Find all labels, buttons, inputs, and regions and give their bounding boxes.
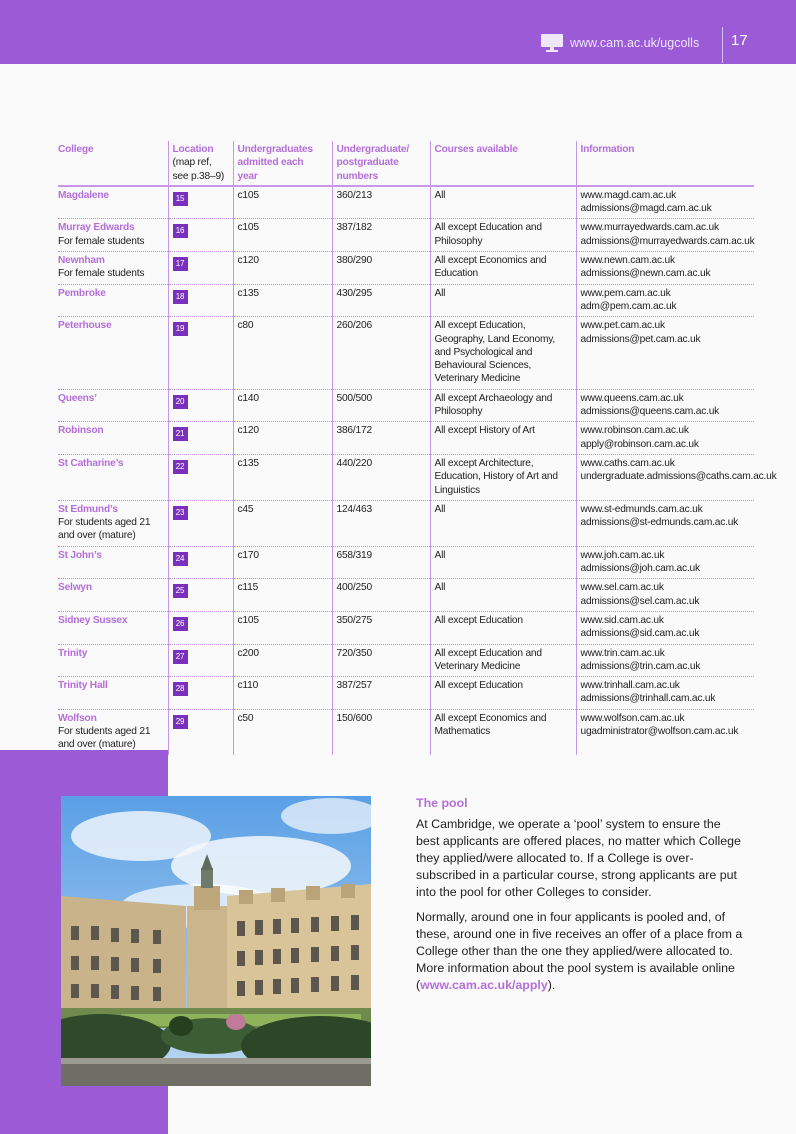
col-header-information: Information xyxy=(576,141,754,186)
information-cell xyxy=(576,709,754,754)
location-cell xyxy=(168,709,233,754)
admitted-cell: c200 xyxy=(233,644,332,677)
courses-cell: All except Education xyxy=(430,611,576,644)
admitted-cell: c110 xyxy=(233,677,332,710)
courses-cell: All xyxy=(430,579,576,612)
map-ref-badge: 20 xyxy=(173,395,188,409)
college-name: Pembroke xyxy=(58,287,106,299)
college-name: Murray Edwards xyxy=(58,222,135,234)
admitted-cell: c80 xyxy=(233,317,332,389)
information-cell xyxy=(576,546,754,579)
information-cell xyxy=(576,611,754,644)
college-email-link[interactable]: admissions@newn.cam.ac.uk xyxy=(580,268,711,280)
college-email-link[interactable]: admissions@joh.cam.ac.uk xyxy=(580,563,700,575)
college-name: Selwyn xyxy=(58,582,92,594)
college-name: Sidney Sussex xyxy=(58,614,128,626)
map-ref-badge: 19 xyxy=(173,322,188,336)
numbers-cell: 150/600 xyxy=(332,709,430,754)
college-cell xyxy=(58,422,168,455)
col-header-ug-admitted: Undergraduates admitted each year xyxy=(233,141,332,186)
map-ref-badge: 28 xyxy=(173,682,188,696)
location-cell xyxy=(168,186,233,219)
college-email-link[interactable]: admissions@magd.cam.ac.uk xyxy=(580,203,712,215)
page-number: 17 xyxy=(731,32,748,49)
location-cell xyxy=(168,611,233,644)
map-ref-badge: 24 xyxy=(173,552,188,566)
table-row xyxy=(58,611,754,644)
college-note: For students aged 21 and over (mature) xyxy=(58,517,151,542)
college-cell xyxy=(58,252,168,285)
table-row xyxy=(58,454,754,500)
table-row xyxy=(58,579,754,612)
college-name: Queens’ xyxy=(58,392,97,404)
numbers-cell: 387/257 xyxy=(332,677,430,710)
courses-cell: All xyxy=(430,284,576,317)
map-ref-badge: 18 xyxy=(173,290,188,304)
admitted-cell: c115 xyxy=(233,579,332,612)
information-cell xyxy=(576,644,754,677)
college-cell xyxy=(58,219,168,252)
college-name: Trinity xyxy=(58,647,88,659)
map-ref-badge: 16 xyxy=(173,224,188,238)
college-email-link[interactable]: admissions@sel.cam.ac.uk xyxy=(580,595,700,607)
courses-cell: All except Education and Veterinary Medicine xyxy=(430,644,576,677)
information-cell xyxy=(576,284,754,317)
college-cell xyxy=(58,644,168,677)
location-cell xyxy=(168,317,233,389)
table-row xyxy=(58,644,754,677)
colleges-table xyxy=(58,141,777,755)
college-name: Peterhouse xyxy=(58,320,112,332)
college-email-link[interactable]: admissions@sid.cam.ac.uk xyxy=(580,628,700,640)
col-header-college: College xyxy=(58,141,168,186)
pool-section xyxy=(416,795,746,1002)
college-website-link[interactable]: www.joh.cam.ac.uk xyxy=(580,549,665,561)
college-note: For female students xyxy=(58,268,145,280)
college-cell xyxy=(58,709,168,754)
college-email-link[interactable]: admissions@queens.cam.ac.uk xyxy=(580,406,720,418)
location-cell xyxy=(168,252,233,285)
numbers-cell: 440/220 xyxy=(332,454,430,500)
table-row xyxy=(58,709,754,754)
courses-cell: All except Economics and Education xyxy=(430,252,576,285)
numbers-cell: 380/290 xyxy=(332,252,430,285)
numbers-cell: 350/275 xyxy=(332,611,430,644)
information-cell xyxy=(576,454,777,500)
college-name: Magdalene xyxy=(58,189,109,201)
table-row xyxy=(58,317,754,389)
college-website-link[interactable]: www.caths.cam.ac.uk xyxy=(580,457,675,469)
numbers-cell: 430/295 xyxy=(332,284,430,317)
location-cell xyxy=(168,219,233,252)
numbers-cell: 260/206 xyxy=(332,317,430,389)
courses-cell: All xyxy=(430,546,576,579)
admitted-cell: c50 xyxy=(233,709,332,754)
courses-cell: All except Education and Philosophy xyxy=(430,219,576,252)
numbers-cell: 658/319 xyxy=(332,546,430,579)
header-url[interactable] xyxy=(541,34,699,52)
college-email-link[interactable]: ugadministrator@wolfson.cam.ac.uk xyxy=(580,725,739,737)
pool-paragraph-2: Normally, around one in four applicants is pooled and, of these, around one in five receives an offer of a place from a College other than the one they applied/were allocated to. More information about the pool system is available online (www.cam.ac.uk/apply). xyxy=(416,910,743,992)
college-name: Newnham xyxy=(58,255,105,267)
college-website-link[interactable]: www.pem.cam.ac.uk xyxy=(580,287,671,299)
table-row xyxy=(58,500,754,546)
courses-cell: All except Architecture, Education, History of Art and Linguistics xyxy=(430,454,576,500)
college-cell xyxy=(58,546,168,579)
admitted-cell: c170 xyxy=(233,546,332,579)
college-website-link[interactable]: www.trinhall.cam.ac.uk xyxy=(580,680,680,692)
location-cell xyxy=(168,677,233,710)
admitted-cell: c105 xyxy=(233,219,332,252)
courses-cell: All except Education, Geography, Land Economy, and Psychological and Behavioural Sciences, Veterinary Medicine xyxy=(430,317,576,389)
numbers-cell: 124/463 xyxy=(332,500,430,546)
college-website-link[interactable]: www.newn.cam.ac.uk xyxy=(580,255,675,267)
computer-monitor-icon xyxy=(541,34,563,52)
courses-cell: All except History of Art xyxy=(430,422,576,455)
map-ref-badge: 22 xyxy=(173,460,188,474)
location-cell xyxy=(168,644,233,677)
location-cell xyxy=(168,579,233,612)
location-cell xyxy=(168,500,233,546)
college-cell xyxy=(58,677,168,710)
college-cell xyxy=(58,284,168,317)
college-cell xyxy=(58,317,168,389)
numbers-cell: 360/213 xyxy=(332,186,430,219)
information-cell xyxy=(576,422,754,455)
admitted-cell: c140 xyxy=(233,389,332,422)
numbers-cell: 500/500 xyxy=(332,389,430,422)
college-website-link[interactable]: www.robinson.cam.ac.uk xyxy=(580,425,689,437)
information-cell xyxy=(576,677,754,710)
map-ref-badge: 29 xyxy=(173,715,188,729)
location-cell xyxy=(168,389,233,422)
admitted-cell: c135 xyxy=(233,284,332,317)
table-row xyxy=(58,677,754,710)
courses-cell: All xyxy=(430,186,576,219)
college-cell xyxy=(58,389,168,422)
college-name: Wolfson xyxy=(58,712,97,724)
college-name: Trinity Hall xyxy=(58,680,108,692)
courses-cell: All except Education xyxy=(430,677,576,710)
map-ref-badge: 27 xyxy=(173,650,188,664)
admitted-cell: c120 xyxy=(233,422,332,455)
college-website-link[interactable]: www.sel.cam.ac.uk xyxy=(580,582,664,594)
college-website-link[interactable]: www.murrayedwards.cam.ac.uk xyxy=(580,222,719,234)
college-name: St Catharine’s xyxy=(58,457,124,469)
admitted-cell: c105 xyxy=(233,186,332,219)
college-email-link[interactable]: admissions@pet.cam.ac.uk xyxy=(580,333,701,345)
numbers-cell: 720/350 xyxy=(332,644,430,677)
college-name: St Edmund’s xyxy=(58,503,118,515)
map-ref-badge: 26 xyxy=(173,617,188,631)
location-cell xyxy=(168,284,233,317)
location-cell xyxy=(168,546,233,579)
map-ref-badge: 25 xyxy=(173,584,188,598)
col-header-courses: Courses available xyxy=(430,141,576,186)
admitted-cell: c45 xyxy=(233,500,332,546)
map-ref-badge: 15 xyxy=(173,192,188,206)
map-ref-badge: 21 xyxy=(173,427,188,441)
information-cell xyxy=(576,252,754,285)
information-cell xyxy=(576,317,754,389)
location-cell xyxy=(168,422,233,455)
college-cell xyxy=(58,454,168,500)
college-email-link[interactable]: admissions@st-edmunds.cam.ac.uk xyxy=(580,517,739,529)
col-header-location: Location (map ref, see p.38–9) xyxy=(168,141,233,186)
college-website-link[interactable]: www.st-edmunds.cam.ac.uk xyxy=(580,503,703,515)
table-row xyxy=(58,389,754,422)
college-cell xyxy=(58,579,168,612)
college-email-link[interactable]: adm@pem.cam.ac.uk xyxy=(580,300,677,312)
information-cell xyxy=(576,186,754,219)
courses-cell: All except Economics and Mathematics xyxy=(430,709,576,754)
map-ref-badge: 17 xyxy=(173,257,188,271)
college-email-link[interactable]: admissions@trinhall.cam.ac.uk xyxy=(580,693,716,705)
admitted-cell: c105 xyxy=(233,611,332,644)
numbers-cell: 387/182 xyxy=(332,219,430,252)
numbers-cell: 400/250 xyxy=(332,579,430,612)
col-header-numbers: Undergraduate/ postgraduate numbers xyxy=(332,141,430,186)
numbers-cell: 386/172 xyxy=(332,422,430,455)
courses-cell: All except Archaeology and Philosophy xyxy=(430,389,576,422)
college-cell xyxy=(58,611,168,644)
college-email-link[interactable]: apply@robinson.cam.ac.uk xyxy=(580,438,699,450)
college-cell xyxy=(58,500,168,546)
information-cell xyxy=(576,500,754,546)
college-website-link[interactable]: www.wolfson.cam.ac.uk xyxy=(580,712,685,724)
college-email-link[interactable]: undergraduate.admissions@caths.cam.ac.uk xyxy=(580,471,777,483)
college-website-link[interactable]: www.queens.cam.ac.uk xyxy=(580,392,684,404)
information-cell xyxy=(576,219,754,252)
map-ref-badge: 23 xyxy=(173,506,188,520)
college-name: St John’s xyxy=(58,549,102,561)
college-website-link[interactable]: www.magd.cam.ac.uk xyxy=(580,189,676,201)
table-row xyxy=(58,252,754,285)
table-row xyxy=(58,546,754,579)
college-website-link[interactable]: www.pet.cam.ac.uk xyxy=(580,320,665,332)
pool-paragraph-1: At Cambridge, we operate a ‘pool’ system to ensure the best applicants are offered places, no matter which College they applied/were allocated to. If a College is over-subscribed in a particular course, strong applicants are put into the pool for other Colleges to consider. xyxy=(416,817,741,899)
admitted-cell: c120 xyxy=(233,252,332,285)
header-url-text[interactable]: www.cam.ac.uk/ugcolls xyxy=(570,36,700,50)
college-note: For female students xyxy=(58,235,145,247)
apply-link[interactable]: www.cam.ac.uk/apply xyxy=(420,978,548,992)
college-note: For students aged 21 and over (mature) xyxy=(58,725,151,751)
college-email-link[interactable]: admissions@trin.cam.ac.uk xyxy=(580,660,701,672)
table-row xyxy=(58,186,754,219)
header-band xyxy=(0,0,796,64)
college-cell xyxy=(58,186,168,219)
college-website-link[interactable]: www.sid.cam.ac.uk xyxy=(580,614,664,626)
information-cell xyxy=(576,579,754,612)
college-name: Robinson xyxy=(58,425,104,437)
college-website-link[interactable]: www.trin.cam.ac.uk xyxy=(580,647,665,659)
table-row xyxy=(58,219,754,252)
table-header-row xyxy=(58,141,754,186)
courses-cell: All xyxy=(430,500,576,546)
college-email-link[interactable]: admissions@murrayedwards.cam.ac.uk xyxy=(580,235,755,247)
table-row xyxy=(58,422,754,455)
header-divider xyxy=(722,27,723,63)
pool-title: The pool xyxy=(416,796,468,810)
admitted-cell: c135 xyxy=(233,454,332,500)
table-row xyxy=(58,284,754,317)
information-cell xyxy=(576,389,754,422)
location-cell xyxy=(168,454,233,500)
college-photo xyxy=(61,796,371,1086)
